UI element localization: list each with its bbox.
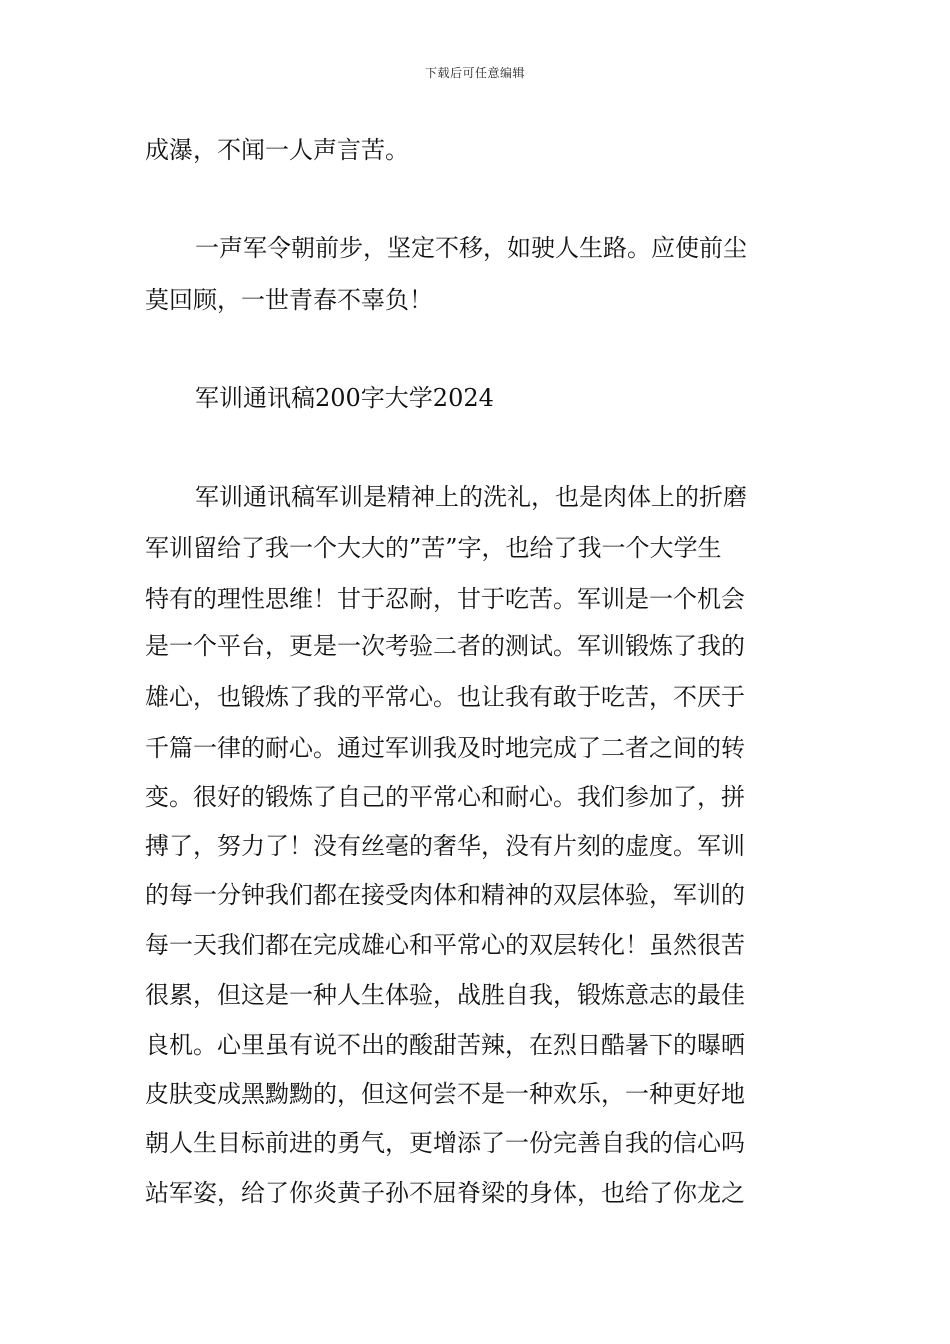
paragraph-line: 千篇一律的耐心。通过军训我及时地完成了二者之间的转 bbox=[145, 734, 745, 762]
page-header: 下载后可任意编辑 bbox=[424, 66, 525, 80]
paragraph-line: 成瀑，不闻一人声言苦。 bbox=[145, 136, 409, 164]
paragraph-line: 是一个平台，更是一次考验二者的测试。军训锻炼了我的 bbox=[145, 632, 745, 660]
paragraph-line: 军训留给了我一个大大的”苦”字，也给了我一个大学生 bbox=[145, 534, 722, 562]
paragraph-line: 良机。心里虽有说不出的酸甜苦辣，在烈日酷暑下的曝晒 bbox=[145, 1031, 745, 1059]
paragraph-line: 皮肤变成黑黝黝的，但这何尝不是一种欢乐，一种更好地 bbox=[145, 1080, 745, 1108]
paragraph-line: 搏了，努力了！没有丝毫的奢华，没有片刻的虚度。军训 bbox=[145, 832, 745, 860]
paragraph-line: 一声军令朝前步，坚定不移，如驶人生路。应使前尘 bbox=[195, 234, 747, 262]
paragraph-line: 莫回顾，一世青春不辜负！ bbox=[145, 286, 433, 314]
paragraph-line: 很累，但这是一种人生体验，战胜自我，锻炼意志的最佳 bbox=[145, 981, 745, 1009]
paragraph-line: 雄心，也锻炼了我的平常心。也让我有敢于吃苦，不厌于 bbox=[145, 683, 745, 711]
paragraph-line: 每一天我们都在完成雄心和平常心的双层转化！虽然很苦 bbox=[145, 931, 745, 959]
paragraph-line: 特有的理性思维！甘于忍耐，甘于吃苦。军训是一个机会 bbox=[145, 585, 745, 613]
paragraph-line: 军训通讯稿军训是精神上的洗礼，也是肉体上的折磨 bbox=[195, 483, 747, 511]
paragraph-line: 站军姿，给了你炎黄子孙不屈脊梁的身体，也给了你龙之 bbox=[145, 1179, 745, 1207]
paragraph-line: 的每一分钟我们都在接受肉体和精神的双层体验，军训的 bbox=[145, 881, 745, 909]
section-heading: 军训通讯稿200字大学2024 bbox=[195, 384, 494, 412]
paragraph-line: 变。很好的锻炼了自己的平常心和耐心。我们参加了，拼 bbox=[145, 783, 745, 811]
paragraph-line: 朝人生目标前进的勇气，更增添了一份完善自我的信心吗 bbox=[145, 1129, 745, 1157]
